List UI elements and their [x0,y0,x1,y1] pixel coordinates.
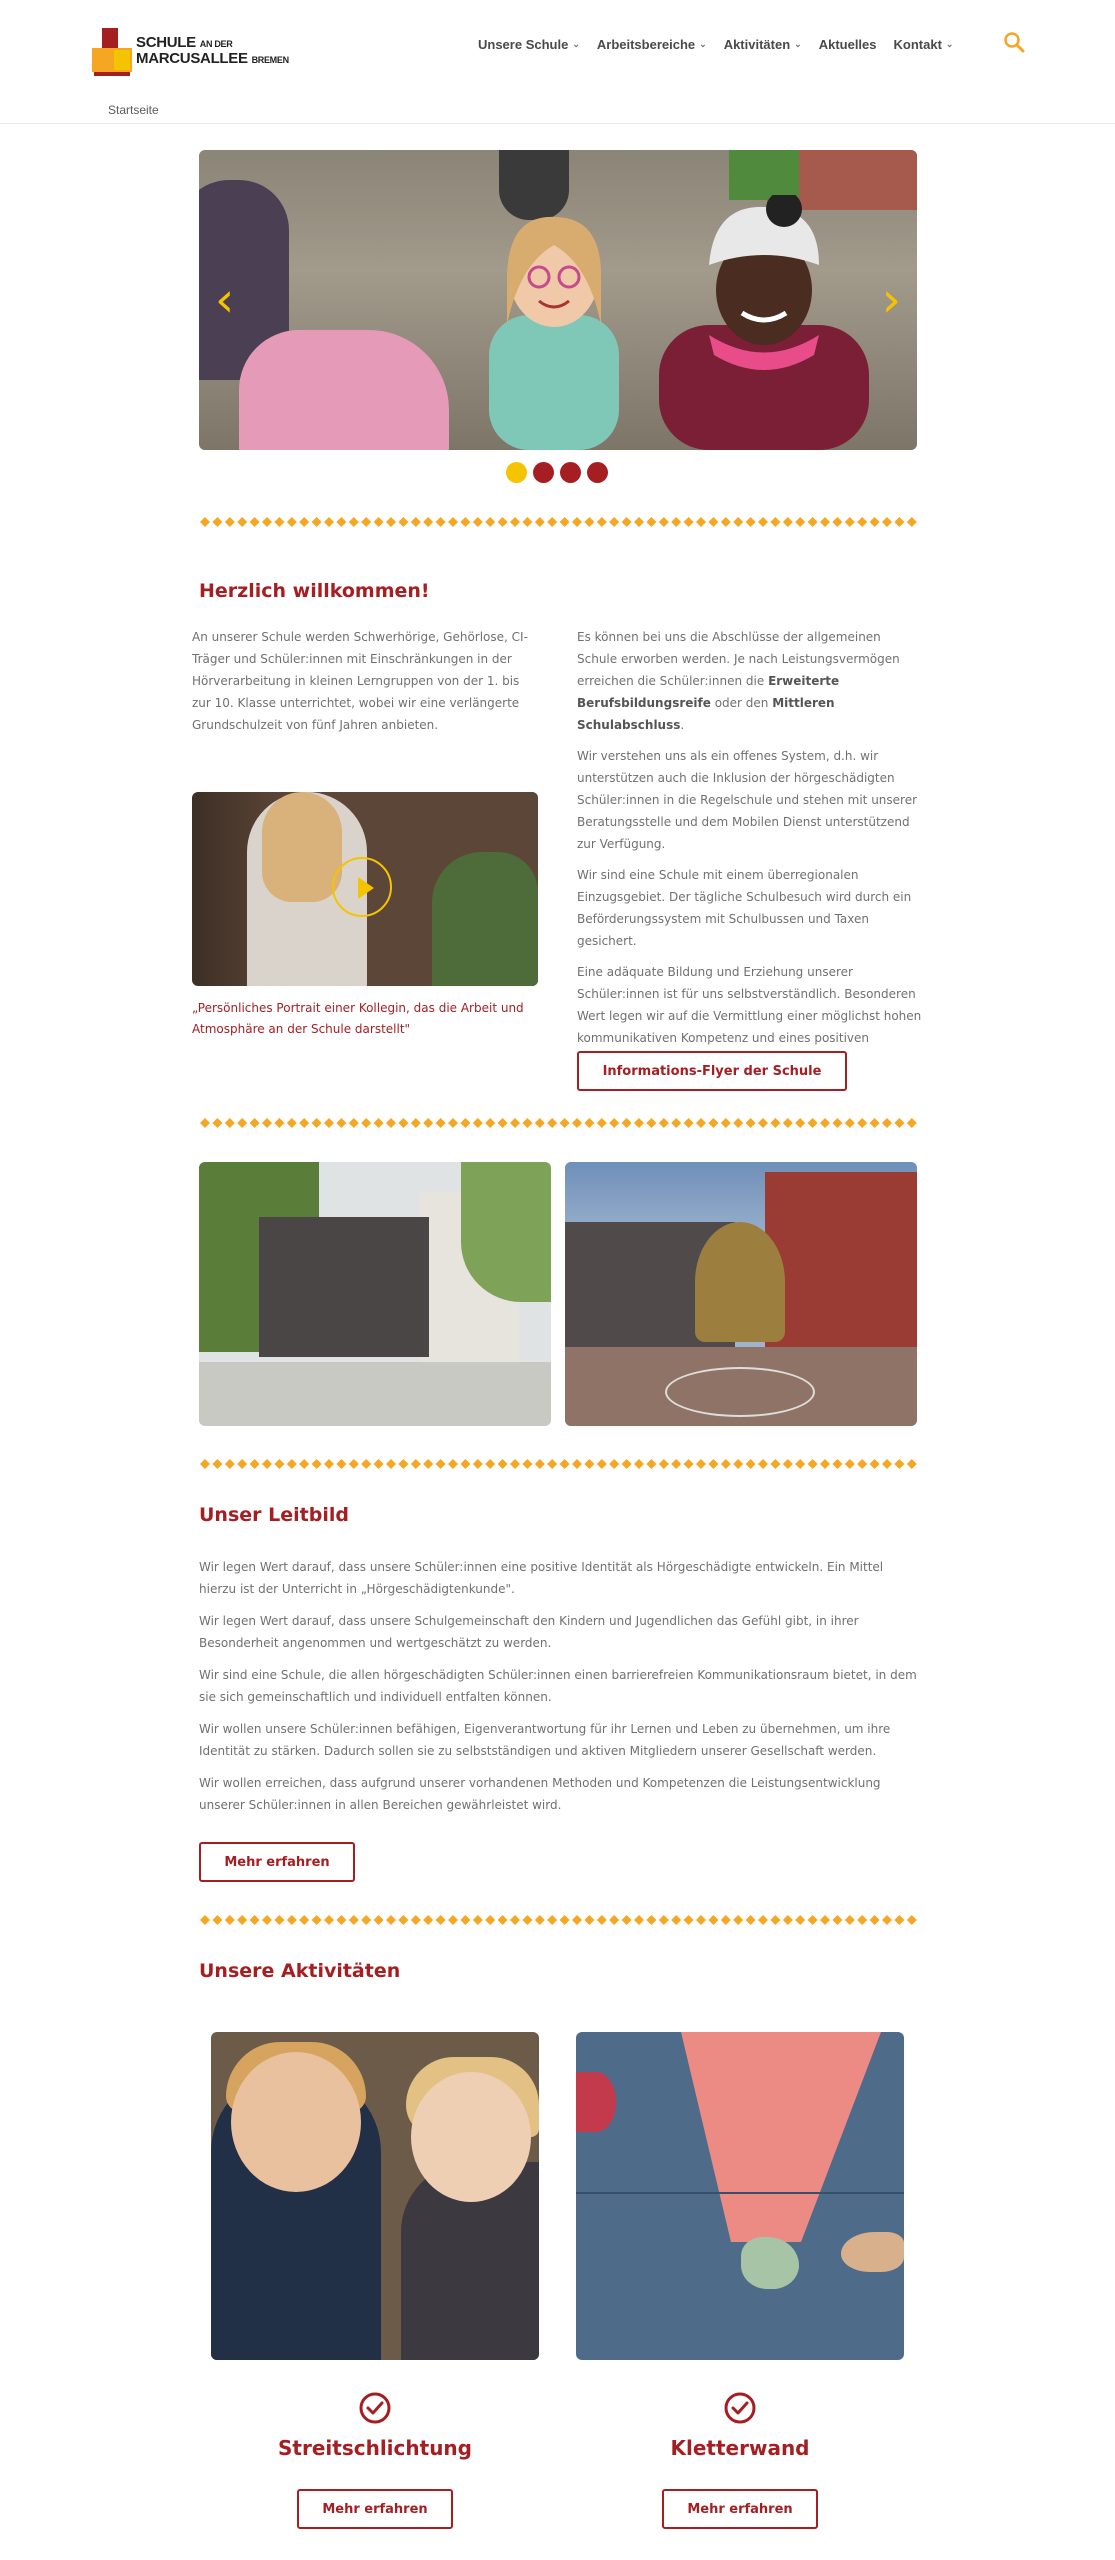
divider-diamond [485,1459,495,1469]
divider-diamond [411,517,421,527]
divider-diamond [485,1915,495,1925]
divider-diamond [398,1459,408,1469]
divider-diamond [250,1459,260,1469]
leitbild-more-button[interactable]: Mehr erfahren [199,1842,355,1882]
divider-diamond [411,1915,421,1925]
divider-diamond [882,1459,892,1469]
activity-image-kletterwand[interactable] [576,2032,904,2360]
divider-diamond [274,517,284,527]
logo-line-1: SCHULE AN DER [136,34,233,51]
divider-diamond [250,517,260,527]
divider-diamond [659,517,669,527]
welcome-left-text: An unserer Schule werden Schwerhörige, Gehörlose, CI-Träger und Schüler:innen mit Einschränkungen in der Hörverarbeitung in kleinen Lerngruppen von der 1. bis zur 10. Klasse unterrichtet, wobei wir eine verlängerte Grundschulzeit von fünf Jahren anbieten. [192,630,528,732]
divider-diamond [262,1118,272,1128]
logo-line-2: MARCUSALLEE BREMEN [136,50,289,67]
slider-photo-girl-2 [654,195,874,450]
divider-diamond [349,1459,359,1469]
divider-diamond [448,1118,458,1128]
divider-diamond [547,1915,557,1925]
divider-diamond [708,1459,718,1469]
divider-diamond [448,517,458,527]
divider-diamond [894,1915,904,1925]
divider-diamond [448,1915,458,1925]
divider-diamond [485,1118,495,1128]
breadcrumb[interactable]: Startseite [108,103,159,117]
divider-diamond [622,1118,632,1128]
divider-diamond [374,1915,384,1925]
divider-diamond [324,517,334,527]
divider-diamond [361,517,371,527]
divider-diamond [832,1118,842,1128]
divider-diamond [436,1915,446,1925]
divider-diamond [374,1459,384,1469]
slider-dot[interactable] [560,462,581,483]
school-building-photo-1 [199,1162,551,1426]
divider-diamond [622,517,632,527]
divider-diamond [696,517,706,527]
school-logo[interactable] [92,28,292,80]
welcome-heading: Herzlich willkommen! [199,580,430,602]
divider-diamond [287,517,297,527]
divider-diamond [349,1915,359,1925]
flyer-button[interactable]: Informations-Flyer der Schule [577,1051,847,1091]
divider-diamond [535,1915,545,1925]
divider-diamond [299,1459,309,1469]
divider-diamond [250,1118,260,1128]
slider-dot[interactable] [587,462,608,483]
divider-diamond [522,1915,532,1925]
divider-diamond [832,1459,842,1469]
divider-diamond [225,517,235,527]
image-slider[interactable] [199,150,917,450]
divider-diamond [733,1915,743,1925]
divider-diamond [287,1118,297,1128]
divider-diamond [671,1459,681,1469]
school-building-photo-2 [565,1162,917,1426]
divider-diamond [374,1118,384,1128]
divider-diamond [473,517,483,527]
nav-item-aktivitaeten[interactable]: Aktivitäten ⌄ [723,37,802,52]
divider-diamond [225,1459,235,1469]
divider-diamond [349,517,359,527]
divider-diamond [684,1459,694,1469]
slider-photo-girl [479,205,629,450]
divider-diamond [237,1118,247,1128]
divider-diamond [324,1459,334,1469]
divider-diamond [324,1118,334,1128]
divider-diamond [299,517,309,527]
divider-diamond [225,1118,235,1128]
divider-diamond [411,1118,421,1128]
divider-diamond [572,517,582,527]
divider-diamond [671,1118,681,1128]
divider-diamond [857,1915,867,1925]
divider-diamond [659,1915,669,1925]
divider-diamond [646,1915,656,1925]
divider-diamond [733,1118,743,1128]
divider-diamond [845,517,855,527]
divider-diamond [783,1459,793,1469]
divider-diamond [708,1118,718,1128]
divider-diamond [696,1459,706,1469]
divider-diamond [609,517,619,527]
chevron-down-icon: ⌄ [572,39,580,49]
divider-diamond [398,517,408,527]
divider-diamond [572,1118,582,1128]
divider-diamond [870,1118,880,1128]
leitbild-text: Wir legen Wert darauf, dass unsere Schüler:innen eine positive Identität als Hörgeschädigte entwickeln. Ein Mittel hierzu ist der Unterricht in „Hörgeschädigtenkunde". Wir legen Wert darauf, dass unsere Schulgemeinschaft den Kindern und Jugendlichen das Gefühl gibt, in ihrer Besonderheit angenommen und wertgeschätzt zu werden. Wir sind eine Schule, die allen hörgeschädigten Schüler:innen einen barrierefreien Kommunikationsraum bietet, in dem sie sich gemeinschaftlich und individuell entfalten können. Wir wollen unsere Schüler:innen befähigen, Eigenverantwortung für ihr Lernen und Leben zu übernehmen, um ihre Identität zu stärken. Dadurch sollen sie zu selbstständigen und aktiven Mitgliedern unserer Gesellschaft werden. Wir wollen erreichen, dass aufgrund unserer vorhandenen Methoden und Kompetenzen die Leistungsentwicklung unserer Schüler:innen in allen Bereichen gewährleistet wird. [199,1560,917,1812]
divider-diamond [609,1915,619,1925]
divider-diamond [498,1118,508,1128]
divider-diamond [336,1459,346,1469]
diamond-divider [199,1458,917,1470]
divider-diamond [820,1459,830,1469]
divider-diamond [535,517,545,527]
divider-diamond [336,1915,346,1925]
divider-diamond [535,1459,545,1469]
divider-diamond [560,1915,570,1925]
slider-dots [506,462,608,483]
divider-diamond [460,1459,470,1469]
divider-diamond [808,1915,818,1925]
divider-diamond [498,1459,508,1469]
divider-diamond [436,517,446,527]
divider-diamond [498,1915,508,1925]
slider-dot[interactable] [533,462,554,483]
divider-diamond [622,1459,632,1469]
chevron-down-icon: ⌄ [794,39,802,49]
divider-diamond [200,1118,210,1128]
divider-diamond [894,1459,904,1469]
divider-diamond [287,1459,297,1469]
divider-diamond [597,1118,607,1128]
divider-diamond [870,517,880,527]
divider-diamond [522,1459,532,1469]
slider-next-button[interactable]: › [881,272,901,328]
divider-diamond [597,517,607,527]
divider-diamond [646,1118,656,1128]
divider-diamond [324,1915,334,1925]
divider-diamond [721,1118,731,1128]
divider-diamond [448,1459,458,1469]
main-navigation [478,37,970,52]
divider-diamond [857,1459,867,1469]
divider-diamond [237,517,247,527]
divider-diamond [274,1459,284,1469]
divider-diamond [361,1459,371,1469]
divider-diamond [361,1118,371,1128]
divider-diamond [646,517,656,527]
divider-diamond [622,1915,632,1925]
activities-heading: Unsere Aktivitäten [199,1960,401,1982]
divider-diamond [882,1915,892,1925]
divider-diamond [584,517,594,527]
divider-diamond [746,517,756,527]
divider-diamond [907,517,917,527]
divider-diamond [882,517,892,527]
divider-diamond [547,517,557,527]
divider-diamond [609,1459,619,1469]
divider-diamond [535,1118,545,1128]
divider-diamond [684,1915,694,1925]
nav-item-unsere-schule[interactable]: Unsere Schule ⌄ [478,37,580,52]
divider-diamond [572,1915,582,1925]
divider-diamond [411,1459,421,1469]
divider-diamond [212,1915,222,1925]
divider-diamond [758,1118,768,1128]
divider-diamond [659,1118,669,1128]
divider-diamond [547,1459,557,1469]
divider-diamond [832,517,842,527]
divider-diamond [274,1118,284,1128]
divider-diamond [510,517,520,527]
nav-item-kontakt[interactable]: Kontakt ⌄ [893,37,954,52]
divider-diamond [634,1118,644,1128]
divider-diamond [436,1118,446,1128]
divider-diamond [845,1459,855,1469]
divider-diamond [845,1915,855,1925]
divider-diamond [312,517,322,527]
divider-diamond [262,1915,272,1925]
divider-diamond [386,517,396,527]
divider-diamond [361,1915,371,1925]
divider-diamond [572,1459,582,1469]
activity-image-streitschlichtung[interactable] [211,2032,539,2360]
nav-item-arbeitsbereiche[interactable]: Arbeitsbereiche ⌄ [596,37,707,52]
divider-diamond [634,517,644,527]
divider-diamond [473,1915,483,1925]
divider-diamond [721,1459,731,1469]
divider-diamond [783,1118,793,1128]
divider-diamond [634,1915,644,1925]
divider-diamond [808,1118,818,1128]
divider-diamond [386,1118,396,1128]
divider-diamond [696,1118,706,1128]
portrait-video[interactable] [192,792,538,986]
divider-diamond [200,517,210,527]
divider-diamond [423,1915,433,1925]
divider-diamond [299,1118,309,1128]
divider-diamond [299,1915,309,1925]
divider-diamond [312,1459,322,1469]
divider-diamond [684,517,694,527]
divider-diamond [597,1459,607,1469]
divider-diamond [808,1459,818,1469]
divider-diamond [510,1118,520,1128]
divider-diamond [870,1915,880,1925]
divider-diamond [795,1459,805,1469]
divider-diamond [336,1118,346,1128]
check-circle-icon [358,2391,392,2425]
activity-title-kletterwand[interactable]: Kletterwand [670,2436,810,2460]
divider-diamond [460,1118,470,1128]
divider-diamond [312,1915,322,1925]
divider-diamond [746,1459,756,1469]
divider-diamond [460,1915,470,1925]
divider-diamond [721,1915,731,1925]
divider-diamond [820,517,830,527]
divider-diamond [894,517,904,527]
slider-dot[interactable] [506,462,527,483]
divider-diamond [770,1915,780,1925]
divider-diamond [721,517,731,527]
divider-diamond [907,1915,917,1925]
divider-diamond [262,517,272,527]
divider-diamond [225,1915,235,1925]
divider-diamond [560,1459,570,1469]
divider-diamond [584,1459,594,1469]
divider-diamond [758,1915,768,1925]
divider-diamond [795,1118,805,1128]
divider-diamond [212,517,222,527]
divider-diamond [250,1915,260,1925]
divider-diamond [200,1915,210,1925]
divider-diamond [386,1459,396,1469]
divider-diamond [671,1915,681,1925]
divider-diamond [522,1118,532,1128]
divider-diamond [684,1118,694,1128]
divider-diamond [770,1459,780,1469]
divider-diamond [510,1459,520,1469]
divider-diamond [770,1118,780,1128]
divider-diamond [820,1915,830,1925]
diamond-divider [199,516,917,528]
divider-diamond [708,517,718,527]
divider-diamond [560,517,570,527]
divider-diamond [200,1459,210,1469]
divider-diamond [758,1459,768,1469]
divider-diamond [560,1118,570,1128]
divider-diamond [857,517,867,527]
divider-diamond [386,1915,396,1925]
divider-diamond [907,1459,917,1469]
divider-diamond [547,1118,557,1128]
divider-diamond [882,1118,892,1128]
divider-diamond [584,1118,594,1128]
divider-diamond [212,1118,222,1128]
divider-diamond [733,517,743,527]
divider-diamond [820,1118,830,1128]
leitbild-heading: Unser Leitbild [199,1504,349,1526]
divider-diamond [460,517,470,527]
divider-diamond [274,1915,284,1925]
divider-diamond [795,1915,805,1925]
divider-diamond [398,1915,408,1925]
divider-diamond [894,1118,904,1128]
chevron-down-icon: ⌄ [699,39,707,49]
nav-item-aktuelles[interactable]: Aktuelles [818,37,877,52]
divider-diamond [696,1915,706,1925]
logo-mark [92,28,132,76]
divider-diamond [795,517,805,527]
divider-diamond [473,1459,483,1469]
divider-diamond [832,1915,842,1925]
divider-diamond [498,517,508,527]
welcome-right-text: Es können bei uns die Abschlüsse der allgemeinen Schule erworben werden. Je nach Leistungsvermögen erreichen die Schüler:innen die Erweiterte Berufsbildungsreife oder den Mittleren Schulabschluss. Wir verstehen uns als ein offenes System, d.h. wir unterstützen auch die Inklusion der hörgeschädigten Schüler:innen in die Regelschule und stehen mit unserer Beratungsstelle und dem Mobilen Dienst unterstützend zur Verfügung. Wir sind eine Schule mit einem überregionalen Einzugsgebiet. Der tägliche Schulbesuch wird durch ein Beförderungssystem mit Schulbussen und Taxen gesichert. Eine adäquate Bildung und Erziehung unserer Schüler:innen ist für uns selbstverständlich. Besonderen Wert legen wir auf die Vermittlung einer möglichst hohen kommunikativen Kompetenz und eines positiven [577,630,922,1045]
kletterwand-more-button[interactable]: Mehr erfahren [662,2489,818,2529]
streitschlichtung-more-button[interactable]: Mehr erfahren [297,2489,453,2529]
search-icon[interactable] [1003,31,1025,53]
divider-diamond [349,1118,359,1128]
chevron-down-icon: ⌄ [945,39,954,49]
divider-diamond [746,1118,756,1128]
divider-diamond [237,1459,247,1469]
divider-diamond [522,517,532,527]
divider-diamond [423,1118,433,1128]
check-circle-icon [723,2391,757,2425]
divider-diamond [237,1915,247,1925]
divider-diamond [870,1459,880,1469]
activity-title-streitschlichtung[interactable]: Streitschlichtung [278,2436,472,2460]
divider-diamond [423,1459,433,1469]
divider-diamond [770,517,780,527]
divider-diamond [783,1915,793,1925]
divider-diamond [336,517,346,527]
divider-diamond [212,1459,222,1469]
divider-diamond [398,1118,408,1128]
video-caption: „Persönliches Portrait einer Kollegin, das die Arbeit und Atmosphäre an der Schule darstellt" [192,1001,524,1036]
divider-diamond [708,1915,718,1925]
divider-diamond [646,1459,656,1469]
divider-diamond [262,1459,272,1469]
divider-diamond [473,1118,483,1128]
divider-diamond [634,1459,644,1469]
divider-diamond [808,517,818,527]
divider-diamond [857,1118,867,1128]
play-icon[interactable] [332,857,392,917]
divider-diamond [312,1118,322,1128]
diamond-divider [199,1914,917,1926]
divider-diamond [671,517,681,527]
divider-diamond [485,517,495,527]
diamond-divider [199,1117,917,1129]
divider-diamond [733,1459,743,1469]
divider-diamond [423,517,433,527]
divider-diamond [609,1118,619,1128]
divider-diamond [436,1459,446,1469]
site-header [0,0,1115,124]
slider-prev-button[interactable]: ‹ [215,272,235,328]
divider-diamond [907,1118,917,1128]
divider-diamond [287,1915,297,1925]
divider-diamond [597,1915,607,1925]
divider-diamond [845,1118,855,1128]
divider-diamond [584,1915,594,1925]
divider-diamond [659,1459,669,1469]
divider-diamond [510,1915,520,1925]
divider-diamond [374,517,384,527]
divider-diamond [746,1915,756,1925]
divider-diamond [783,517,793,527]
divider-diamond [758,517,768,527]
